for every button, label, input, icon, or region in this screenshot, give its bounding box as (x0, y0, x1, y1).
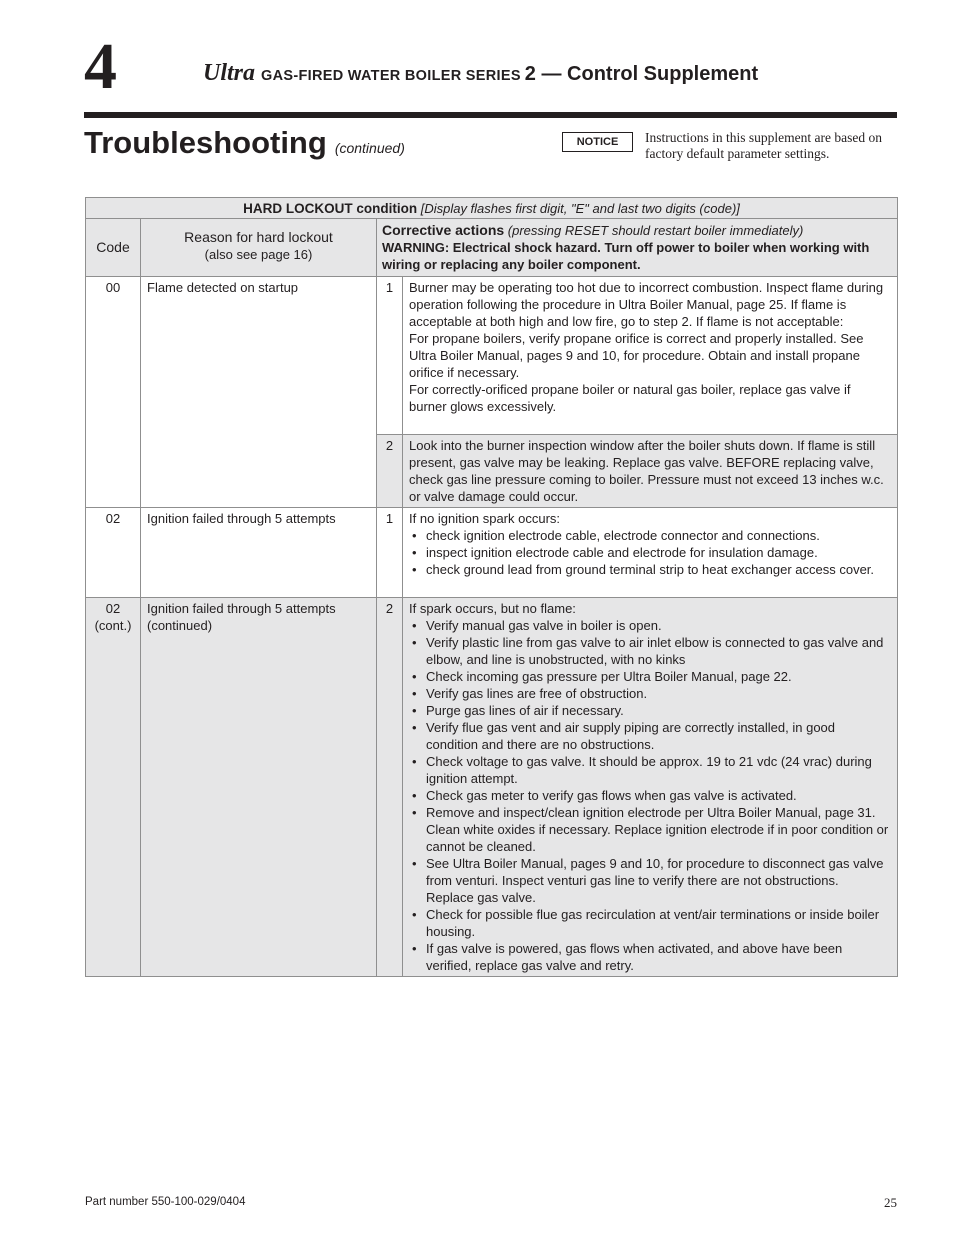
list-item: • check ignition electrode cable, electrode connector and connections. (409, 527, 889, 544)
action-cell (403, 277, 898, 435)
warning-label: WARNING: (382, 240, 450, 255)
table-caption-row (86, 198, 898, 219)
step-number: 1 (377, 508, 403, 598)
list-item: • Check gas meter to verify gas flows when gas valve is activated. (409, 787, 889, 804)
reason-note: (continued) (147, 618, 213, 633)
table-caption (86, 198, 898, 219)
header-reason (141, 219, 377, 277)
list-item: • Check incoming gas pressure per Ultra Boiler Manual, page 22. (409, 668, 889, 685)
action-intro: If spark occurs, but no flame: (409, 601, 576, 616)
code-cell: 02 (86, 508, 141, 598)
header-code: Code (86, 219, 141, 277)
table-row (86, 277, 898, 435)
action-paragraph: For propane boilers, verify propane orifice is correct and properly installed. See Ultra Boiler Manual, pages 9 and 10, for procedure. Obtain and install propane orifice if necessary. (409, 331, 864, 380)
list-item: • Purge gas lines of air if necessary. (409, 702, 889, 719)
table-row (86, 508, 898, 598)
notice-text: Instructions in this supplement are based on factory default parameter settings. (645, 130, 882, 161)
table-header-row (86, 219, 898, 277)
troubleshooting-table (85, 197, 898, 977)
reason-cell (141, 598, 377, 977)
action-bullets (409, 617, 889, 974)
header-actions-note: (pressing RESET should restart boiler immediately) (507, 223, 804, 238)
step-number: 2 (377, 435, 403, 508)
reason-value: Ignition failed through 5 attempts (147, 601, 336, 616)
list-item: • See Ultra Boiler Manual, pages 9 and 10, for procedure to disconnect gas valve from venturi. Inspect venturi gas line to verify there are not obstructions. Replace gas valve. (409, 855, 889, 906)
action-paragraph: For correctly-orificed propane boiler or natural gas boiler, replace gas valve if burner glows excessively. (409, 382, 851, 414)
page-number: 25 (884, 1195, 897, 1210)
list-item: • Remove and inspect/clean ignition electrode per Ultra Boiler Manual, page 31. Clean white oxides if necessary. Replace ignition electrode if in poor condition or cannot be cleaned. (409, 804, 889, 855)
document-header (203, 60, 758, 87)
list-item: • If gas valve is powered, gas flows when activated, and above have been verified, replace gas valve and retry. (409, 940, 889, 974)
code-cell (86, 598, 141, 977)
reason-cell: Flame detected on startup (141, 277, 377, 508)
list-item: • Check for possible flue gas recirculation at vent/air terminations or inside boiler housing. (409, 906, 889, 940)
list-item: • check ground lead from ground terminal strip to heat exchanger access cover. (409, 561, 889, 578)
warning-body: Electrical shock hazard. Turn off power to boiler when working with wiring or replacing any boiler component. (382, 240, 870, 272)
list-item: • Verify flue gas vent and air supply piping are correctly installed, in good condition and there are no obstructions. (409, 719, 889, 753)
action-bullets (409, 527, 889, 578)
supplement-title: 2 — Control Supplement (524, 63, 759, 85)
header-reason-note: (also see page 16) (204, 247, 313, 262)
reason-cell: Ignition failed through 5 attempts (141, 508, 377, 598)
list-item: • inspect ignition electrode cable and electrode for insulation damage. (409, 544, 889, 561)
step-number: 1 (377, 277, 403, 435)
section-heading (84, 125, 405, 161)
code-value: 02 (105, 601, 121, 616)
chapter-number: 4 (84, 30, 117, 103)
header-reason-label: Reason for hard lockout (184, 229, 333, 245)
part-number: Part number 550-100-029/0404 (85, 1196, 246, 1208)
list-item: • Check voltage to gas valve. It should be approx. 19 to 21 vdc (24 vrac) during ignition attempt. (409, 753, 889, 787)
page-title: Troubleshooting (84, 125, 327, 160)
action-cell (403, 598, 898, 977)
page-subtitle: (continued) (334, 140, 405, 156)
list-item: • Verify plastic line from gas valve to air inlet elbow is connected to gas valve and elbow, and line is unobstructed, with no kinks (409, 634, 889, 668)
action-intro: If no ignition spark occurs: (409, 511, 561, 526)
action-paragraph: Burner may be operating too hot due to incorrect combustion. Inspect flame during operation following the procedure in Ultra Boiler Manual, page 25. If flame is acceptable at both high and low fire, go to step 2. If flame is not acceptable: (409, 280, 884, 329)
caption-bold: HARD LOCKOUT condition (243, 201, 418, 216)
header-actions-label: Corrective actions (382, 222, 505, 238)
warning-text (382, 239, 891, 273)
code-cell: 00 (86, 277, 141, 508)
code-note: (cont.) (94, 618, 132, 633)
header-rule (84, 112, 897, 118)
header-actions (377, 219, 898, 277)
brand-name: Ultra (203, 60, 256, 86)
action-cell (403, 508, 898, 598)
table-row (86, 598, 898, 977)
action-cell: Look into the burner inspection window after the boiler shuts down. If flame is still present, gas valve may be leaking. Replace gas valve. BEFORE replacing valve, check gas line pressure coming to boiler. Pressure must not exceed 13 inches w.c. or valve damage could occur. (403, 435, 898, 508)
caption-italic: [Display flashes first digit, "E" and last two digits (code)] (420, 201, 740, 216)
list-item: • Verify manual gas valve in boiler is open. (409, 617, 889, 634)
list-item: • Verify gas lines are free of obstruction. (409, 685, 889, 702)
notice-badge: NOTICE (562, 132, 633, 152)
step-number: 2 (377, 598, 403, 977)
series-text: GAS-FIRED WATER BOILER SERIES (261, 68, 521, 84)
